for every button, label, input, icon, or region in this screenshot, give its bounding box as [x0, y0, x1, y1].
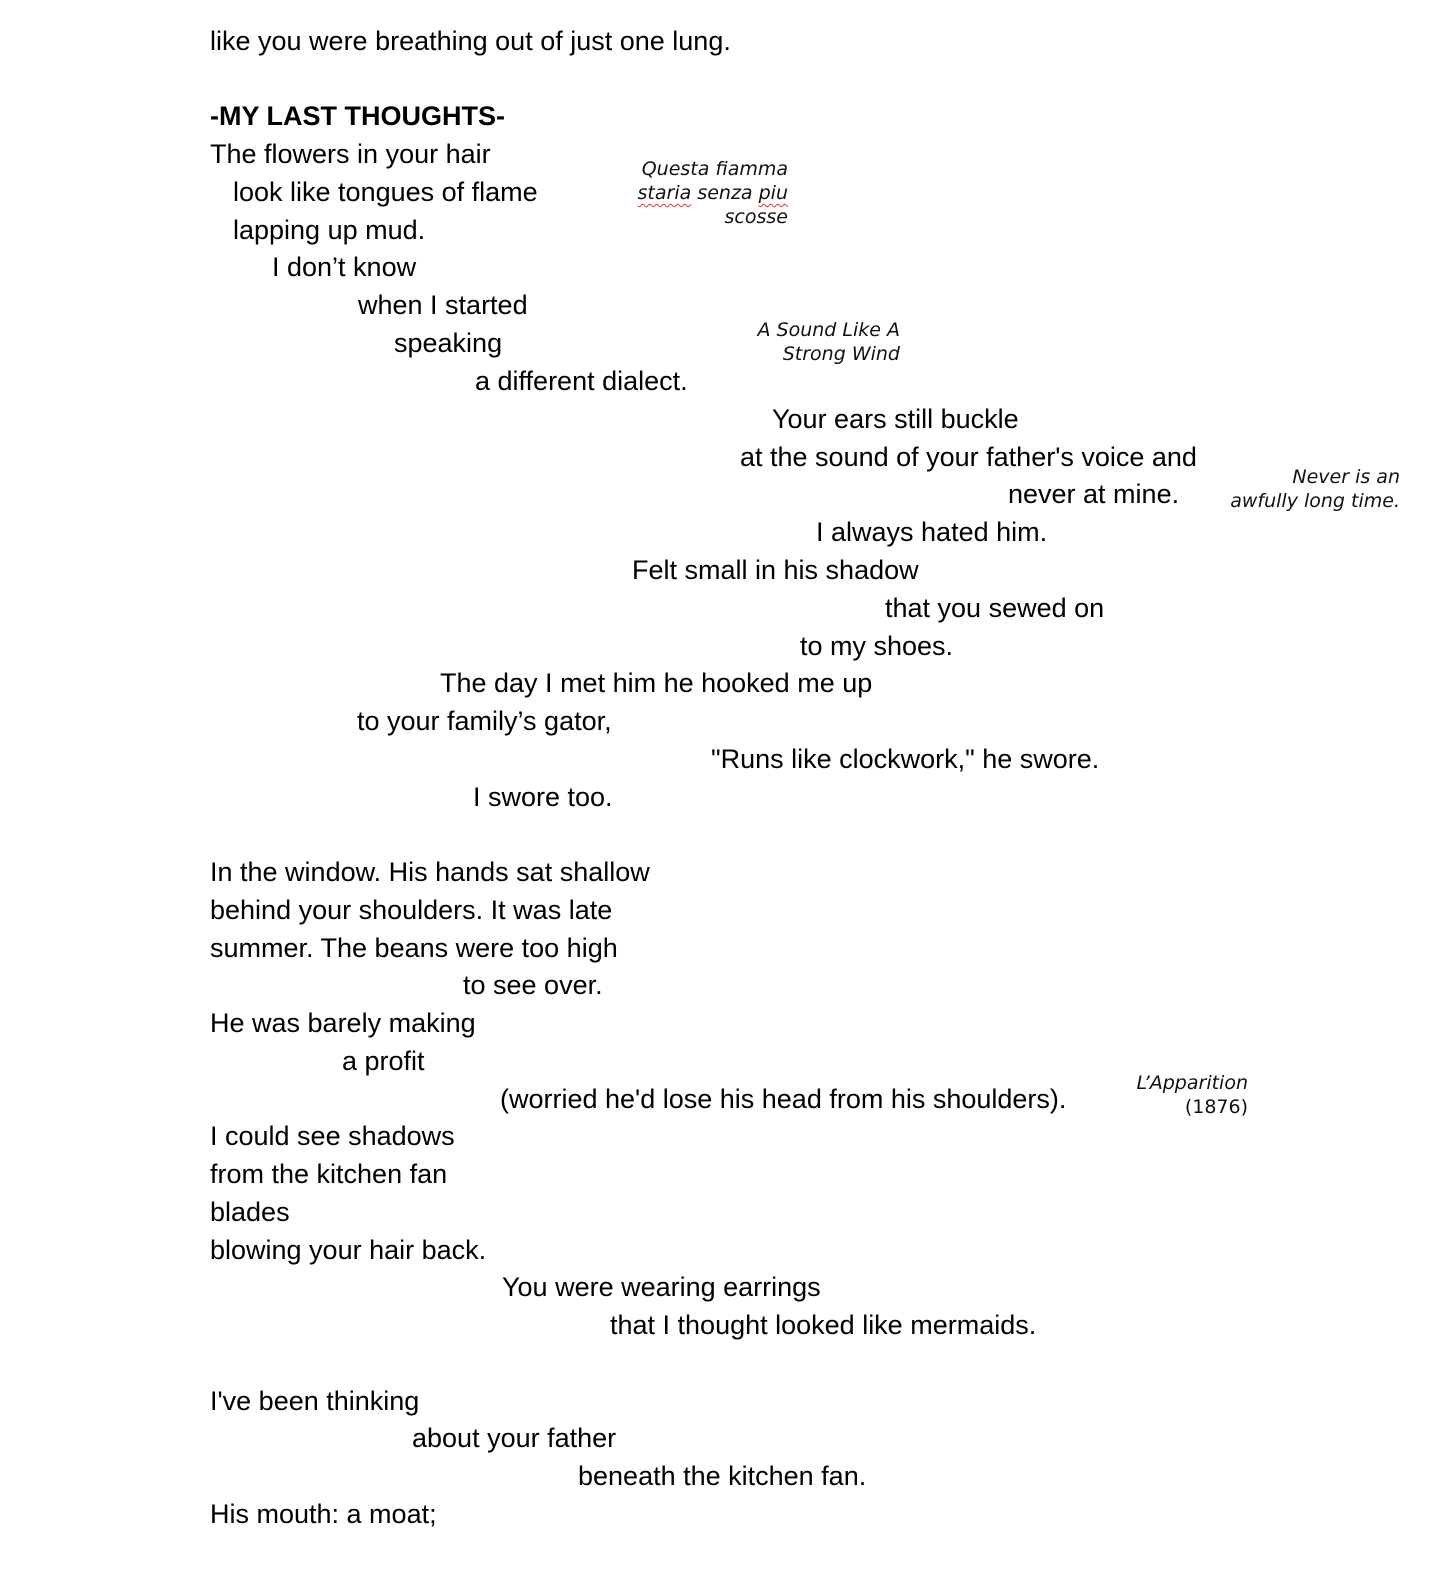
- poem-line: I swore too.: [473, 782, 613, 812]
- margin-note-line: L’Apparition: [1136, 1072, 1248, 1094]
- poem-line: beneath the kitchen fan.: [578, 1461, 867, 1491]
- poem-line: behind your shoulders. It was late: [210, 895, 613, 925]
- margin-note-line: A Sound Like A: [757, 319, 900, 341]
- poem-line: that you sewed on: [885, 593, 1105, 623]
- poem-line: In the window. His hands sat shallow: [210, 857, 650, 887]
- misspelled-word: piu: [758, 182, 788, 204]
- misspelled-word: staria: [637, 182, 692, 204]
- margin-note-line: [620, 181, 788, 205]
- poem-line: Felt small in his shadow: [632, 555, 919, 585]
- poem-line: You were wearing earrings: [502, 1272, 821, 1302]
- poem-line: never at mine.: [1008, 479, 1180, 509]
- poem-line: Your ears still buckle: [772, 404, 1019, 434]
- poem-line: He was barely making: [210, 1008, 476, 1038]
- margin-note-line: Strong Wind: [782, 343, 900, 365]
- poem-line: look like tongues of flame: [233, 177, 538, 207]
- poem-line: blowing your hair back.: [210, 1235, 487, 1265]
- poem-line: blades: [210, 1197, 290, 1227]
- poem-line: I've been thinking: [210, 1386, 420, 1416]
- margin-note-line: Questa fiamma: [641, 158, 788, 180]
- poem-line: I could see shadows: [210, 1121, 455, 1151]
- poem-line: when I started: [358, 290, 528, 320]
- margin-note-sound-like-wind: [720, 318, 900, 366]
- margin-note-word: senza: [697, 182, 753, 204]
- poem-line: speaking: [394, 328, 503, 358]
- poem-line: about your father: [412, 1423, 617, 1453]
- margin-note-line: Never is an: [1292, 466, 1400, 488]
- margin-note-line: awfully long time.: [1230, 490, 1400, 512]
- poem-line-intro: like you were breathing out of just one lung.: [210, 26, 731, 56]
- margin-note-never: [1220, 465, 1400, 513]
- poem-line: at the sound of your father's voice and: [740, 442, 1197, 472]
- poem-line: I don’t know: [272, 252, 417, 282]
- poem-line: (worried he'd lose his head from his shoulders).: [500, 1084, 1067, 1114]
- poem-line: from the kitchen fan: [210, 1159, 448, 1189]
- poem-line: to see over.: [463, 970, 603, 1000]
- margin-note-line: scosse: [724, 206, 788, 228]
- margin-note-apparition: [1120, 1071, 1248, 1119]
- poem-line: to my shoes.: [800, 631, 954, 661]
- poem-line: a profit: [342, 1046, 425, 1076]
- poem-line: lapping up mud.: [233, 215, 426, 245]
- poem-heading: -MY LAST THOUGHTS-: [210, 101, 505, 131]
- margin-note-line: (1876): [1184, 1096, 1248, 1118]
- poem-line: "Runs like clockwork," he swore.: [711, 744, 1100, 774]
- poem-line: The flowers in your hair: [210, 139, 491, 169]
- poem-line: summer. The beans were too high: [210, 933, 618, 963]
- poem-line: I always hated him.: [816, 517, 1048, 547]
- margin-note-questa-fiamma: [620, 157, 788, 229]
- poem-line: His mouth: a moat;: [210, 1499, 437, 1529]
- poem-line: that I thought looked like mermaids.: [610, 1310, 1037, 1340]
- poem-line: to your family’s gator,: [357, 706, 612, 736]
- poem-line: a different dialect.: [475, 366, 688, 396]
- poem-line: The day I met him he hooked me up: [440, 668, 873, 698]
